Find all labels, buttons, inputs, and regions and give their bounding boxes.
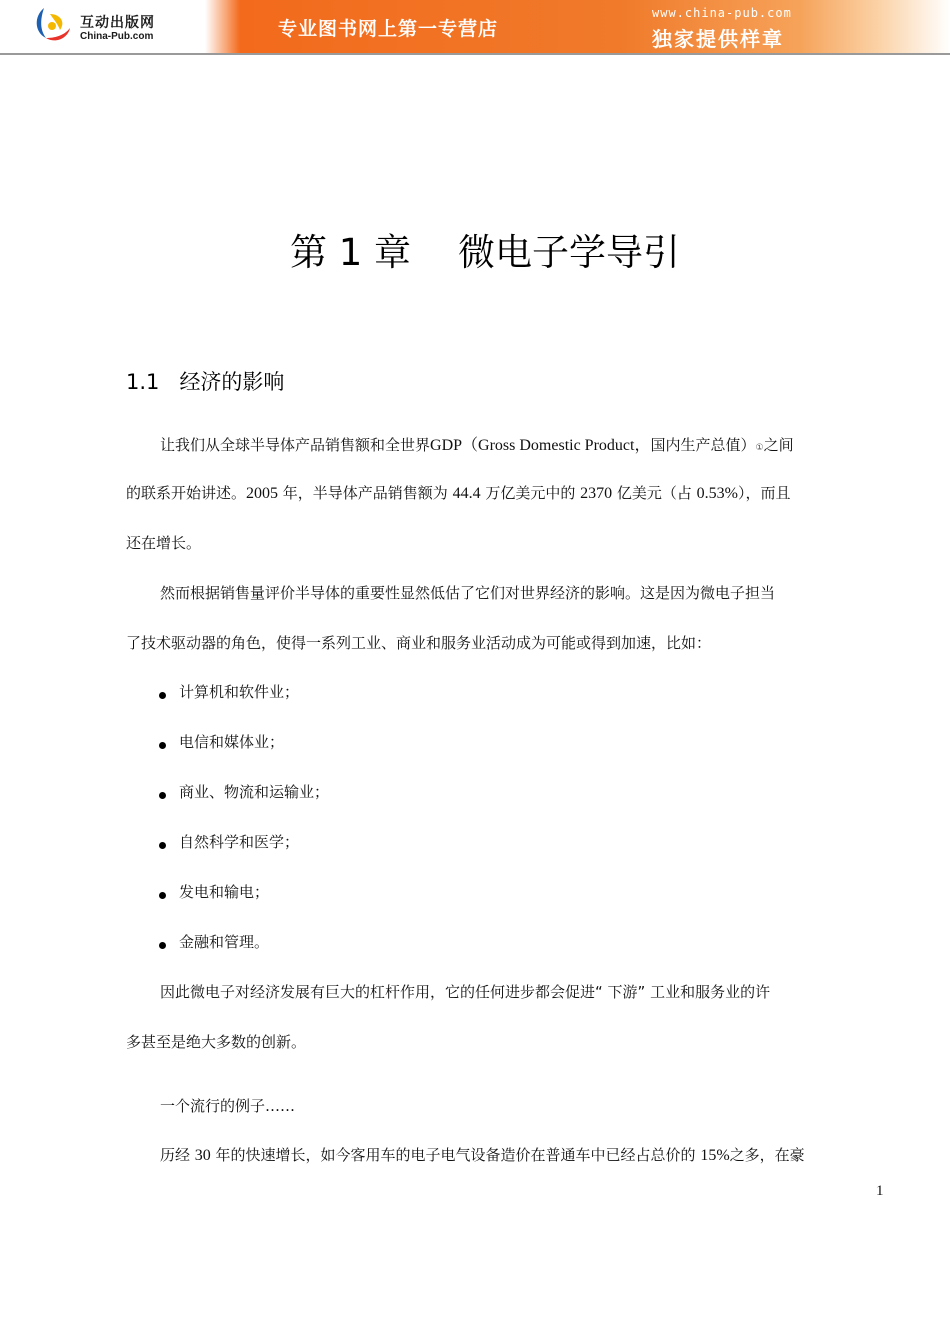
paragraph-line: 多甚至是绝大多数的创新。	[126, 1033, 307, 1051]
text-run: 亿美元（占	[612, 484, 697, 502]
paragraph-line: 了技术驱动器的角色，使得一系列工业、商业和服务业活动成为可能或得到加速，比如：	[126, 634, 712, 652]
site-url[interactable]: www.china-pub.com	[652, 6, 792, 20]
text-run: 0.53%	[696, 485, 738, 502]
text-run: 历经	[160, 1146, 195, 1164]
bullet-dot	[159, 792, 166, 799]
text-run: GDP（Gross Domestic Product，	[430, 437, 651, 454]
bullet-dot	[159, 742, 166, 749]
banner-slogan: 专业图书网上第一专营店	[278, 18, 499, 40]
text-run: 30	[194, 1147, 211, 1164]
section-title: 经济的影响	[179, 370, 285, 394]
list-item: 金融和管理。	[179, 933, 270, 951]
bullet-dot	[159, 692, 166, 699]
china-pub-logo[interactable]	[30, 4, 210, 48]
text-run: 2005	[246, 485, 279, 502]
footnote-marker[interactable]: ①	[755, 443, 764, 453]
paragraph-line: 然而根据销售量评价半导体的重要性显然低估了它们对世界经济的影响。这是因为微电子担当	[160, 584, 776, 602]
paragraph-line	[160, 1144, 805, 1165]
list-item: 商业、物流和运输业；	[179, 783, 330, 801]
bullet-dot	[159, 892, 166, 899]
text-run: 让我们从全球半导体产品销售额和全世界	[160, 436, 431, 454]
page-number: 1	[876, 1183, 884, 1199]
text-run: 2370	[580, 485, 613, 502]
section-number: 1.1	[126, 370, 160, 394]
sample-chapter-label: 独家提供样章	[652, 27, 784, 51]
paragraph-line: 一个流行的例子……	[160, 1097, 296, 1115]
header-banner	[0, 0, 950, 53]
text-run: 年的快速增长，如今客用车的电子电气设备造价在普通车中已经占总价的	[210, 1146, 701, 1164]
list-item: 电信和媒体业；	[179, 733, 285, 751]
bullet-dot	[159, 942, 166, 949]
list-item: 计算机和软件业；	[179, 683, 300, 701]
logo-name: 互动出版网	[80, 15, 155, 31]
logo-url: China-Pub.com	[80, 31, 154, 42]
text-run: 年，半导体产品销售额为	[278, 484, 453, 502]
text-run: ），而且	[737, 484, 791, 502]
text-run: 44.4	[452, 485, 481, 502]
list-item: 自然科学和医学；	[179, 833, 300, 851]
bullet-dot	[159, 842, 166, 849]
paragraph-line: 因此微电子对经济发展有巨大的杠杆作用，它的任何进步都会促进“ 下游” 工业和服务业的许	[160, 983, 771, 1001]
section-heading	[126, 366, 284, 396]
text-run: 之间	[763, 436, 794, 454]
chapter-title: 第 1 章 微电子学导引	[289, 231, 681, 274]
china-pub-logo-icon	[30, 4, 74, 48]
text-run: 之多，在豪	[729, 1146, 805, 1164]
text-run: 国内生产总值）	[650, 436, 756, 454]
paragraph-line	[160, 432, 794, 455]
list-item: 发电和输电；	[179, 883, 270, 901]
text-run: 的联系开始讲述。	[126, 484, 247, 502]
text-run: 15%	[700, 1147, 730, 1164]
paragraph-line: 还在增长。	[126, 534, 202, 552]
paragraph-line	[126, 482, 791, 503]
banner-divider	[0, 53, 950, 55]
text-run: 万亿美元中的	[480, 484, 581, 502]
